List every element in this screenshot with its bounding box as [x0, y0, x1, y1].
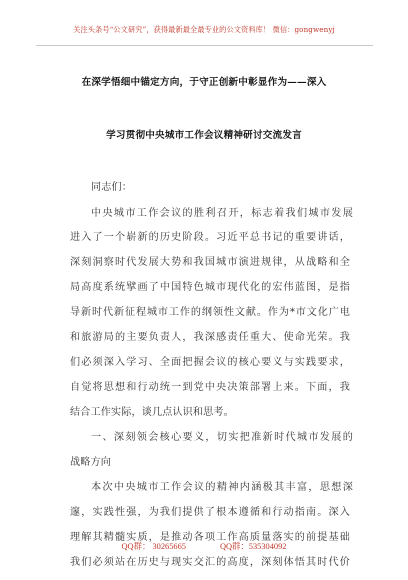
body-line: 导新时代新征程城市工作的纲领性文献。作为*市文化广电	[70, 307, 350, 318]
body-line: 和旅游局的主要负责人，我深感责任重大、使命光荣。我	[70, 332, 350, 343]
body-line: 理解其精髓实质，是推动各项工作高质量落实的前提基础	[70, 532, 350, 543]
footer-qq-group-2: QQ群：535304092	[219, 542, 287, 551]
document-title-line-1: 在深学悟细中锚定方向，于守正创新中彰显作为——深入	[81, 77, 327, 88]
header-divider	[36, 45, 373, 46]
section-heading-line: 一、深刻领会核心要义，切实把准新时代城市发展的	[91, 432, 353, 443]
body-line: 我们必须站在历史与现实交汇的高度，深刻体悟其时代价	[70, 557, 350, 568]
salutation: 同志们：	[91, 182, 132, 193]
footer-qq-group-1: QQ群： 30265665	[121, 542, 186, 551]
body-line: 邃，实践性强，为我们提供了根本遵循和行动指南。深入	[70, 507, 350, 518]
section-heading-line: 战略方向	[70, 457, 111, 468]
header-promo-text: 关注头条号“公文研究”，获得最新最全最专业的公文资料库！ 微信：gongwenyj	[73, 25, 335, 34]
body-line: 局高度系统擘画了中国特色城市现代化的宏伟蓝图，是指	[70, 282, 350, 293]
body-line: 本次中央城市工作会议的精神内涵极其丰富，思想深	[91, 482, 353, 493]
body-line: 中央城市工作会议的胜利召开，标志着我们城市发展	[91, 208, 353, 219]
body-line: 结合工作实际，谈几点认识和思考。	[70, 407, 234, 418]
body-line: 们必须深入学习、全面把握会议的核心要义与实践要求，	[70, 357, 350, 368]
document-title-line-2: 学习贯彻中央城市工作会议精神研讨交流发言	[106, 130, 302, 141]
body-line: 深刻洞察时代发展大势和我国城市演进规律，从战略和全	[70, 257, 350, 268]
body-line: 自觉将思想和行动统一到党中央决策部署上来。下面，我	[70, 382, 350, 393]
footer-contact	[0, 540, 408, 552]
body-line: 进入了一个崭新的历史阶段。习近平总书记的重要讲话，	[70, 232, 350, 243]
